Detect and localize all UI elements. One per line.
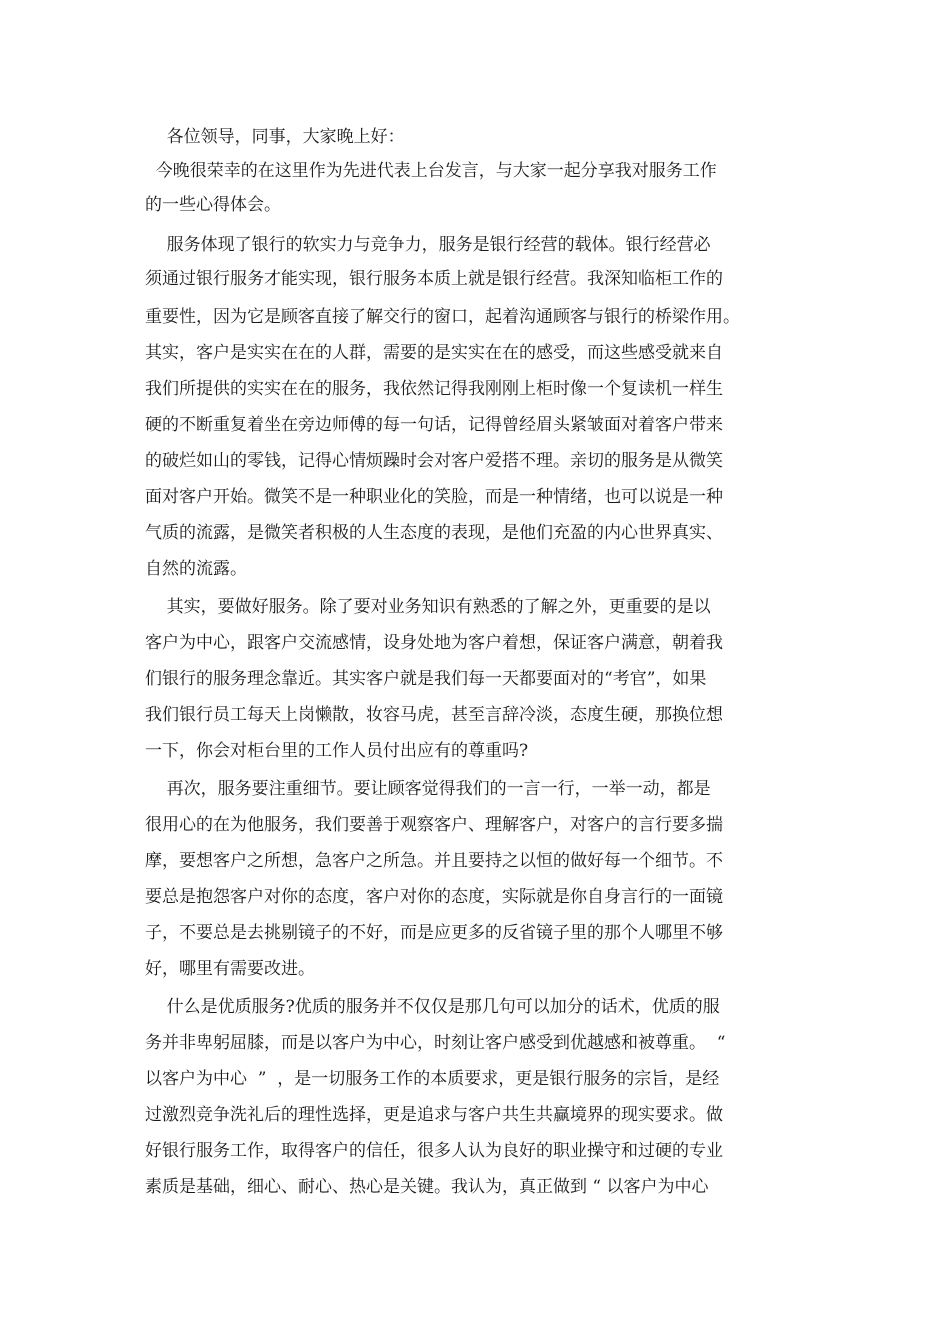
- text-line: 硬的不断重复着坐在旁边师傅的每一句话，记得曾经眉头紧皱面对着客户带来: [145, 415, 723, 435]
- text-line: 们银行的服务理念靠近。其实客户就是我们每一天都要面对的“考官”，如果: [145, 669, 707, 689]
- text-line: 要总是抱怨客户对你的态度，客户对你的态度，实际就是你自身言行的一面镜: [145, 887, 723, 907]
- text-line: 重要性，因为它是顾客直接了解交行的窗口，起着沟通顾客与银行的桥梁作用。: [145, 307, 740, 327]
- text-line: 什么是优质服务?优质的服务并不仅仅是那几句可以加分的话术，优质的服: [145, 997, 720, 1017]
- text-line: 客户为中心，跟客户交流感情，设身处地为客户着想，保证客户满意，朝着我: [145, 633, 723, 653]
- text-line: 很用心的在为他服务，我们要善于观察客户、理解客户，对客户的言行要多揣: [145, 815, 723, 835]
- text-line: 的一些心得体会。: [145, 195, 281, 215]
- text-line: 素质是基础，细心、耐心、热心是关键。我认为，真正做到 “ 以客户为中心: [145, 1177, 709, 1197]
- text-line: 服务体现了银行的软实力与竞争力，服务是银行经营的载体。银行经营必: [145, 235, 711, 255]
- text-line: 摩，要想客户之所想，急客户之所急。并且要持之以恒的做好每一个细节。不: [145, 851, 723, 871]
- text-line: 子，不要总是去挑剔镜子的不好，而是应更多的反省镜子里的那个人哪里不够: [145, 923, 723, 943]
- text-line: 今晚很荣幸的在这里作为先进代表上台发言，与大家一起分享我对服务工作: [145, 161, 717, 181]
- text-line: 好银行服务工作，取得客户的信任，很多人认为良好的职业操守和过硬的专业: [145, 1141, 723, 1161]
- text-line: 好，哪里有需要改进。: [145, 959, 315, 979]
- text-line: 其实，客户是实实在在的人群，需要的是实实在在的感受，而这些感受就来自: [145, 343, 723, 363]
- text-line: 面对客户开始。微笑不是一种职业化的笑脸，而是一种情绪，也可以说是一种: [145, 487, 723, 507]
- text-line: 一下，你会对柜台里的工作人员付出应有的尊重吗?: [145, 741, 529, 761]
- text-line: 各位领导，同事，大家晚上好：: [145, 127, 405, 147]
- text-line: 气质的流露，是微笑者积极的人生态度的表现，是他们充盈的内心世界真实、: [145, 523, 723, 543]
- text-line: 其实，要做好服务。除了要对业务知识有熟悉的了解之外，更重要的是以: [145, 597, 711, 617]
- text-line: 须通过银行服务才能实现，银行服务本质上就是银行经营。我深知临柜工作的: [145, 269, 723, 289]
- text-line: 自然的流露。: [145, 559, 247, 579]
- text-line: 过激烈竞争洗礼后的理性选择，更是追求与客户共生共赢境界的现实要求。做: [145, 1105, 723, 1125]
- text-line: 以客户为中心 ” ，是一切服务工作的本质要求，更是银行服务的宗旨，是经: [145, 1069, 720, 1089]
- text-line: 再次，服务要注重细节。要让顾客觉得我们的一言一行，一举一动，都是: [145, 779, 711, 799]
- text-line: 的破烂如山的零钱，记得心情烦躁时会对客户爱搭不理。亲切的服务是从微笑: [145, 451, 723, 471]
- text-line: 我们所提供的实实在在的服务，我依然记得我刚刚上柜时像一个复读机一样生: [145, 379, 723, 399]
- text-line: 务并非卑躬屈膝，而是以客户为中心，时刻让客户感受到优越感和被尊重。 “: [145, 1033, 726, 1053]
- text-line: 我们银行员工每天上岗懒散，妆容马虎，甚至言辞冷淡，态度生硬，那换位想: [145, 705, 723, 725]
